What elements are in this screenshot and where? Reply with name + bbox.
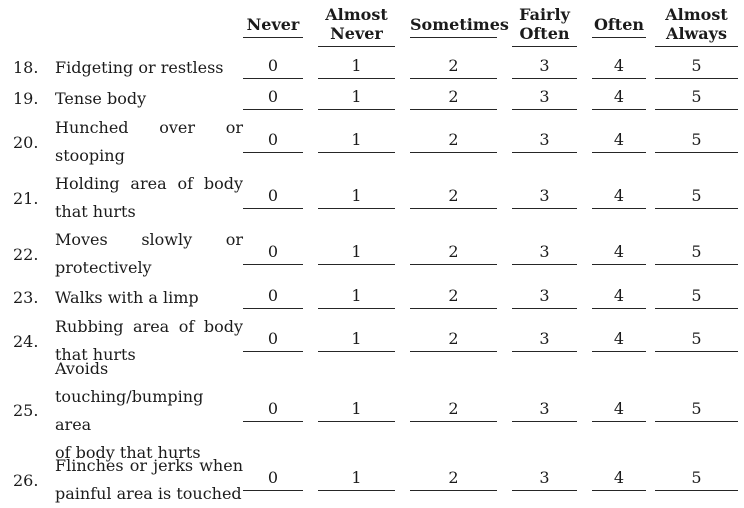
answer-column xyxy=(655,114,738,170)
answer-column xyxy=(512,170,577,226)
item-text-line: Avoids xyxy=(55,358,109,378)
answer-column xyxy=(512,114,577,170)
item-text-line: painful area is touched xyxy=(55,484,242,503)
answer-column xyxy=(410,369,497,452)
column-header-line: Sometimes xyxy=(410,14,509,34)
header-column xyxy=(243,0,303,52)
item-text-line: Hunched over or xyxy=(55,118,243,137)
item-text xyxy=(55,114,243,170)
column-header-line: Almost xyxy=(665,5,728,24)
answer-cell[interactable]: 2 xyxy=(410,287,497,309)
item-text xyxy=(55,452,243,508)
item-number: 23. xyxy=(13,288,39,307)
answer-cell[interactable]: 1 xyxy=(318,88,395,110)
item-text-line: that hurts xyxy=(55,202,136,221)
answer-column xyxy=(655,313,738,369)
answer-column xyxy=(318,369,395,452)
answer-column xyxy=(318,170,395,226)
column-header xyxy=(243,15,303,38)
answer-column xyxy=(410,282,497,313)
answer-cell[interactable]: 5 xyxy=(655,131,738,153)
row-answer-cells xyxy=(243,226,738,282)
questionnaire-rows xyxy=(0,52,744,508)
answer-cell[interactable]: 1 xyxy=(318,469,395,491)
answer-column xyxy=(655,52,738,83)
table-row xyxy=(0,114,744,170)
answer-cell[interactable]: 3 xyxy=(512,287,577,309)
answer-cell[interactable]: 3 xyxy=(512,243,577,265)
answer-column xyxy=(592,313,646,369)
answer-column xyxy=(318,226,395,282)
table-row xyxy=(0,83,744,114)
answer-cell[interactable]: 1 xyxy=(318,187,395,209)
item-text-line: Rubbing area of body xyxy=(55,317,243,336)
answer-column xyxy=(512,83,577,114)
answer-cell[interactable]: 0 xyxy=(243,400,303,422)
answer-column xyxy=(592,83,646,114)
item-text xyxy=(55,54,243,82)
row-answer-cells xyxy=(243,282,738,313)
answer-column xyxy=(655,369,738,452)
item-text xyxy=(55,85,243,113)
answer-cell[interactable]: 3 xyxy=(512,57,577,79)
item-number: 19. xyxy=(13,89,39,108)
answer-cell[interactable]: 5 xyxy=(655,287,738,309)
answer-cell[interactable]: 4 xyxy=(592,243,646,265)
item-text-line: Holding area of body xyxy=(55,174,243,193)
answer-cell[interactable]: 5 xyxy=(655,469,738,491)
item-number: 25. xyxy=(13,401,39,420)
header-column xyxy=(512,0,577,52)
answer-column xyxy=(655,282,738,313)
table-row xyxy=(0,358,744,462)
answer-cell[interactable]: 1 xyxy=(318,131,395,153)
answer-cell[interactable]: 5 xyxy=(655,88,738,110)
item-text xyxy=(55,355,243,467)
answer-column xyxy=(318,114,395,170)
answer-column xyxy=(410,52,497,83)
row-answer-cells xyxy=(243,170,738,226)
header-column xyxy=(318,0,395,52)
column-header-line: Never xyxy=(330,24,383,43)
answer-cell[interactable]: 0 xyxy=(243,88,303,110)
answer-cell[interactable]: 3 xyxy=(512,330,577,352)
answer-cell[interactable]: 4 xyxy=(592,287,646,309)
row-answer-cells xyxy=(243,452,738,508)
answer-cell[interactable]: 5 xyxy=(655,330,738,352)
answer-cell[interactable]: 2 xyxy=(410,400,497,422)
answer-column xyxy=(243,282,303,313)
item-text xyxy=(55,226,243,282)
answer-column xyxy=(655,452,738,508)
column-header-line: Almost xyxy=(325,5,388,24)
answer-column xyxy=(318,52,395,83)
answer-cell[interactable]: 5 xyxy=(655,187,738,209)
item-text-line: touching/bumping area xyxy=(55,386,204,434)
answer-cell[interactable]: 1 xyxy=(318,400,395,422)
answer-cell[interactable]: 2 xyxy=(410,469,497,491)
column-headers xyxy=(243,0,738,52)
answer-column xyxy=(410,452,497,508)
answer-column xyxy=(512,369,577,452)
column-header xyxy=(512,5,577,47)
column-header-line: Always xyxy=(666,24,727,43)
item-number: 20. xyxy=(13,132,39,152)
answer-cell[interactable]: 0 xyxy=(243,243,303,265)
item-number: 22. xyxy=(13,244,39,264)
answer-column xyxy=(318,452,395,508)
answer-cell[interactable]: 4 xyxy=(592,88,646,110)
answer-cell[interactable]: 2 xyxy=(410,88,497,110)
answer-column xyxy=(592,170,646,226)
column-header xyxy=(318,5,395,47)
item-text-line: Flinches or jerks when xyxy=(55,456,243,475)
column-header xyxy=(410,14,509,38)
item-text-line: Moves slowly or xyxy=(55,230,243,249)
answer-cell[interactable]: 3 xyxy=(512,131,577,153)
answer-cell[interactable]: 4 xyxy=(592,131,646,153)
answer-column xyxy=(410,114,497,170)
answer-column xyxy=(243,226,303,282)
column-header xyxy=(592,15,646,38)
answer-cell[interactable]: 3 xyxy=(512,187,577,209)
answer-cell[interactable]: 0 xyxy=(243,131,303,153)
answer-cell[interactable]: 2 xyxy=(410,330,497,352)
answer-column xyxy=(655,226,738,282)
table-row xyxy=(0,282,744,313)
answer-column xyxy=(655,83,738,114)
table-row xyxy=(0,452,744,508)
header-column xyxy=(592,0,646,52)
answer-cell[interactable]: 4 xyxy=(592,57,646,79)
answer-cell[interactable]: 5 xyxy=(655,243,738,265)
row-answer-cells xyxy=(243,313,738,369)
answer-cell[interactable]: 0 xyxy=(243,287,303,309)
answer-column xyxy=(243,170,303,226)
row-answer-cells xyxy=(243,114,738,170)
answer-cell[interactable]: 0 xyxy=(243,330,303,352)
answer-cell[interactable]: 1 xyxy=(318,330,395,352)
answer-column xyxy=(318,313,395,369)
answer-cell[interactable]: 3 xyxy=(512,88,577,110)
answer-column xyxy=(655,170,738,226)
item-number: 18. xyxy=(13,58,39,77)
answer-cell[interactable]: 3 xyxy=(512,469,577,491)
table-row xyxy=(0,52,744,83)
column-header-line: Often xyxy=(519,24,570,43)
answer-cell[interactable]: 1 xyxy=(318,287,395,309)
item-text-line: stooping xyxy=(55,146,125,165)
table-row xyxy=(0,170,744,226)
answer-cell[interactable]: 5 xyxy=(655,400,738,422)
row-answer-cells xyxy=(243,369,738,452)
answer-column xyxy=(243,369,303,452)
answer-column xyxy=(318,282,395,313)
answer-cell[interactable]: 2 xyxy=(410,131,497,153)
answer-column xyxy=(243,114,303,170)
answer-column xyxy=(512,226,577,282)
item-text xyxy=(55,284,243,312)
column-header xyxy=(655,5,738,47)
answer-column xyxy=(592,369,646,452)
answer-column xyxy=(592,52,646,83)
item-text-line: that hurts xyxy=(55,345,136,364)
column-header-line: Fairly xyxy=(519,5,570,24)
answer-cell[interactable]: 1 xyxy=(318,243,395,265)
answer-column xyxy=(410,226,497,282)
answer-cell[interactable]: 4 xyxy=(592,400,646,422)
item-number: 24. xyxy=(13,331,39,351)
table-row xyxy=(0,226,744,282)
header-row xyxy=(0,0,744,52)
item-text-line: Walks with a limp xyxy=(55,287,199,307)
answer-cell[interactable]: 1 xyxy=(318,57,395,79)
answer-cell[interactable]: 0 xyxy=(243,469,303,491)
item-text-line: protectively xyxy=(55,258,152,277)
answer-column xyxy=(410,170,497,226)
answer-column xyxy=(243,452,303,508)
item-text-line: Fidgeting or restless xyxy=(55,57,224,77)
answer-column xyxy=(410,83,497,114)
answer-column xyxy=(243,52,303,83)
answer-cell[interactable]: 2 xyxy=(410,57,497,79)
answer-column xyxy=(592,226,646,282)
header-column xyxy=(410,0,509,52)
row-answer-cells xyxy=(243,83,738,114)
answer-column xyxy=(512,452,577,508)
answer-cell[interactable]: 4 xyxy=(592,330,646,352)
answer-column xyxy=(243,313,303,369)
item-text-line: of body that hurts xyxy=(55,442,201,462)
answer-column xyxy=(512,313,577,369)
item-number: 21. xyxy=(13,188,39,208)
answer-cell[interactable]: 0 xyxy=(243,57,303,79)
item-text-line: Tense body xyxy=(55,88,147,108)
answer-cell[interactable]: 2 xyxy=(410,243,497,265)
answer-column xyxy=(243,83,303,114)
answer-column xyxy=(512,282,577,313)
item-number: 26. xyxy=(13,470,39,490)
answer-column xyxy=(410,313,497,369)
answer-column xyxy=(592,452,646,508)
answer-column xyxy=(512,52,577,83)
header-column xyxy=(655,0,738,52)
column-header-line: Never xyxy=(246,14,300,34)
answer-cell[interactable]: 4 xyxy=(592,469,646,491)
answer-cell[interactable]: 0 xyxy=(243,187,303,209)
answer-cell[interactable]: 3 xyxy=(512,400,577,422)
column-header-line: Often xyxy=(593,14,645,34)
answer-cell[interactable]: 2 xyxy=(410,187,497,209)
answer-cell[interactable]: 4 xyxy=(592,187,646,209)
answer-column xyxy=(592,114,646,170)
answer-cell[interactable]: 5 xyxy=(655,57,738,79)
answer-column xyxy=(318,83,395,114)
row-answer-cells xyxy=(243,52,738,83)
answer-column xyxy=(592,282,646,313)
item-text xyxy=(55,170,243,226)
